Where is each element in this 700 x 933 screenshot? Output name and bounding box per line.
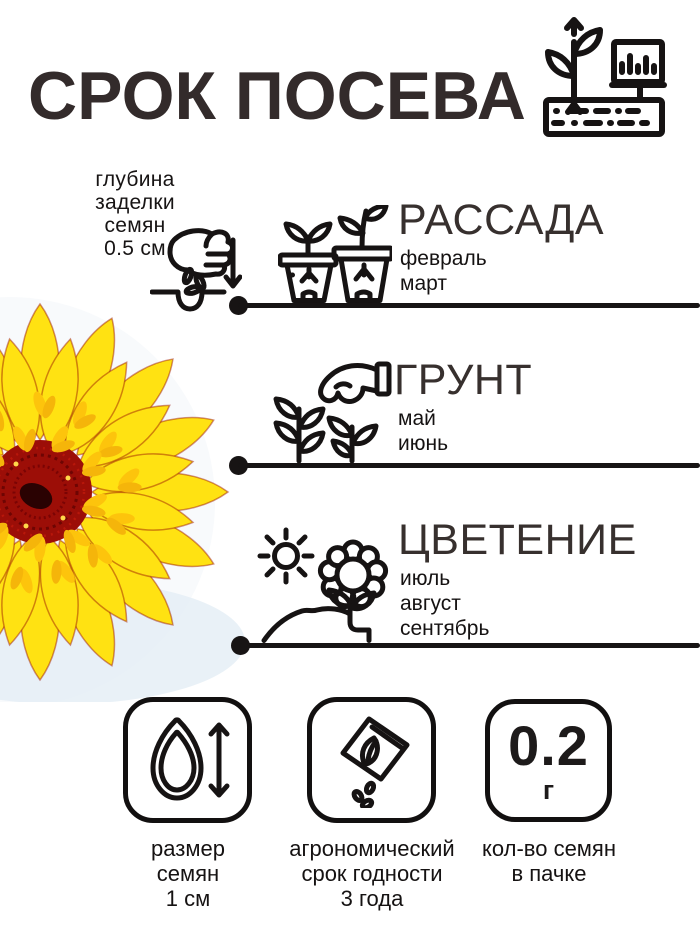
timeline-line bbox=[238, 463, 700, 468]
caption-line: в пачке bbox=[511, 861, 587, 886]
month-line: сентябрь bbox=[400, 617, 490, 640]
seed-size-icon bbox=[140, 712, 236, 808]
caption-line: кол-во семян bbox=[482, 836, 616, 861]
stage-title: ГРУНТ bbox=[394, 356, 533, 404]
seed-depth-line: 0.5 см bbox=[104, 237, 166, 260]
growth-monitor-icon bbox=[540, 14, 668, 140]
stage-title: ЦВЕТЕНИЕ bbox=[398, 516, 637, 564]
weight-value: 0.2 bbox=[508, 713, 589, 777]
timeline-line bbox=[238, 303, 700, 308]
seed-depth-line: семян bbox=[104, 214, 166, 237]
month-line: февраль bbox=[400, 247, 487, 270]
month-line: август bbox=[400, 592, 461, 615]
shelf-life-caption bbox=[282, 836, 462, 911]
stage-months bbox=[400, 566, 489, 641]
info-card-weight bbox=[485, 699, 612, 822]
seed-depth-line: глубина bbox=[95, 168, 175, 191]
seed-depth-line: заделки bbox=[95, 191, 175, 214]
stage-title: РАССАДА bbox=[398, 196, 605, 244]
zinnia-flower-photo bbox=[0, 282, 250, 702]
page-title: СРОК ПОСЕВА bbox=[28, 58, 526, 134]
seed-size-caption bbox=[118, 836, 258, 911]
weight-caption bbox=[459, 836, 639, 886]
month-line: июнь bbox=[398, 432, 449, 455]
caption-line: 3 года bbox=[340, 886, 404, 911]
caption-line: семян bbox=[156, 861, 220, 886]
seed-packet-icon bbox=[324, 712, 420, 808]
stage-months bbox=[400, 246, 487, 296]
caption-line: агрономический bbox=[289, 836, 455, 861]
month-line: июль bbox=[400, 567, 451, 590]
weight-unit: г bbox=[542, 774, 555, 805]
info-card-shelf-life bbox=[307, 697, 436, 823]
caption-line: срок годности bbox=[301, 861, 443, 886]
seedling-pots-icon bbox=[278, 205, 392, 303]
month-line: май bbox=[398, 407, 436, 430]
month-line: март bbox=[400, 272, 447, 295]
hand-planting-icon bbox=[266, 361, 392, 463]
info-card-seed-size bbox=[123, 697, 252, 823]
caption-line: 1 см bbox=[165, 886, 211, 911]
stage-months bbox=[398, 406, 448, 456]
caption-line: размер bbox=[151, 836, 225, 861]
timeline-line bbox=[240, 643, 700, 648]
